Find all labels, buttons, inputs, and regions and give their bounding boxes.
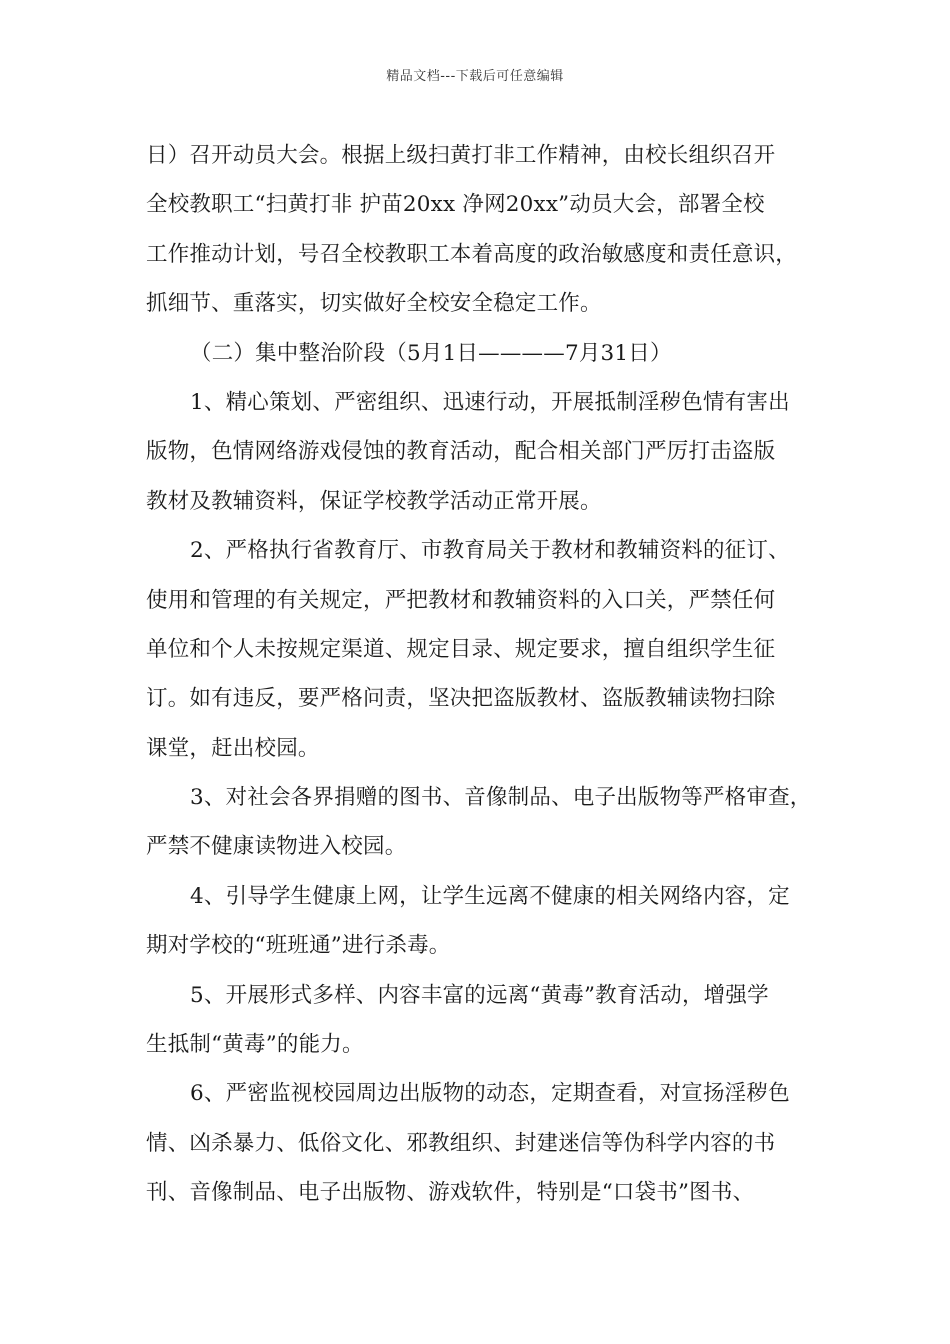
- text-line: 期对学校的“班班通”进行杀毒。: [146, 933, 451, 959]
- text-line: 教材及教辅资料，保证学校教学活动正常开展。: [146, 488, 602, 514]
- text-line: 情、凶杀暴力、低俗文化、邪教组织、封建迷信等伪科学内容的书: [146, 1130, 776, 1156]
- text-line: 单位和个人未按规定渠道、规定目录、规定要求，擅自组织学生征: [146, 636, 776, 662]
- text-line: 2、严格执行省教育厅、市教育局关于教材和教辅资料的征订、: [190, 538, 790, 564]
- text-line: 6、严密监视校园周边出版物的动态，定期查看，对宣扬淫秽色: [190, 1081, 790, 1107]
- text-line: 严禁不健康读物进入校园。: [146, 834, 407, 860]
- text-line: （二）集中整治阶段（5月1日————7月31日）: [190, 340, 672, 366]
- document-body: [146, 131, 818, 1218]
- text-line: 使用和管理的有关规定，严把教材和教辅资料的入口关，严禁任何: [146, 587, 776, 613]
- text-line: 日）召开动员大会。根据上级扫黄打非工作精神，由校长组织召开: [146, 143, 776, 168]
- text-line: 抓细节、重落实，切实做好全校安全稳定工作。: [146, 291, 602, 317]
- text-line: 5、开展形式多样、内容丰富的远离“黄毒”教育活动，增强学: [190, 982, 769, 1008]
- text-line: 课堂，赶出校园。: [146, 735, 320, 761]
- text-line: 工作推动计划，号召全校教职工本着高度的政治敏感度和责任意识，: [146, 241, 798, 267]
- text-line: 生抵制“黄毒”的能力。: [146, 1032, 364, 1058]
- page-header: 精品文档---下载后可任意编辑: [386, 69, 564, 84]
- text-line: 3、对社会各界捐赠的图书、音像制品、电子出版物等严格审查，: [190, 785, 812, 811]
- text-line: 4、引导学生健康上网，让学生远离不健康的相关网络内容，定: [190, 883, 790, 909]
- text-line: 全校教职工“扫黄打非 护苗20xx 净网20xx”动员大会，部署全校: [146, 192, 765, 218]
- text-line: 订。如有违反，要严格问责，坚决把盗版教材、盗版教辅读物扫除: [146, 686, 776, 712]
- text-line: 版物，色情网络游戏侵蚀的教育活动，配合相关部门严厉打击盗版: [146, 439, 776, 465]
- text-line: 1、精心策划、严密组织、迅速行动，开展抵制淫秽色情有害出: [190, 389, 790, 415]
- text-line: 刊、音像制品、电子出版物、游戏软件，特别是“口袋书”图书、: [146, 1180, 755, 1206]
